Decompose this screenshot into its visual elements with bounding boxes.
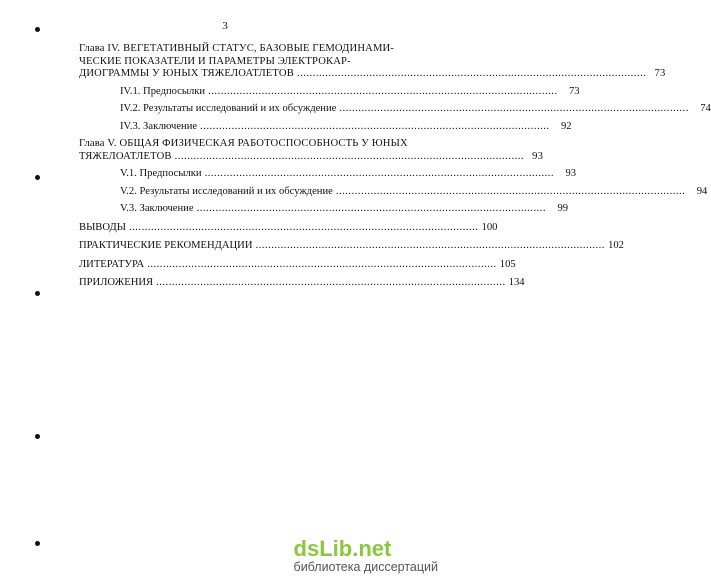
logo-tld: .net xyxy=(352,536,392,561)
toc-section-appendices xyxy=(79,277,525,290)
toc-item-4-1 xyxy=(79,85,580,99)
chapter-4-heading-line-3: ДИОГРАММЫ У ЮНЫХ ТЯЖЕЛОАТЛЕТОВ xyxy=(79,68,294,79)
logo-main: dsLib xyxy=(293,536,353,561)
dot-leader: ............................................................................................................... xyxy=(208,85,558,97)
toc-item-page: 73 xyxy=(569,85,580,97)
toc-item-label: V.3. Заключение xyxy=(120,203,194,214)
toc-chapter-4 xyxy=(79,43,666,81)
toc-item-label: IV.1. Предпосылки xyxy=(120,85,206,97)
binding-hole-mark xyxy=(35,434,40,439)
toc-item-label: IV.2. Результаты исследований и их обсуждение xyxy=(120,103,337,114)
binding-hole-mark xyxy=(35,175,40,180)
dslib-logo xyxy=(294,538,438,560)
binding-hole-mark xyxy=(35,291,40,296)
toc-section-label: ПРИЛОЖЕНИЯ xyxy=(79,277,154,288)
chapter-4-heading-last-line xyxy=(79,68,666,81)
toc-section-page: 100 xyxy=(481,221,498,233)
table-of-contents xyxy=(79,43,711,290)
toc-section-literature xyxy=(79,258,516,272)
chapter-5-heading-line-1: Глава V. ОБЩАЯ ФИЗИЧЕСКАЯ РАБОТОСПОСОБНОСТЬ У ЮНЫХ xyxy=(79,138,408,149)
toc-item-page: 92 xyxy=(560,120,572,132)
chapter-5-page: 93 xyxy=(532,150,544,162)
toc-item-4-2 xyxy=(79,103,711,116)
toc-section-page: 134 xyxy=(508,277,525,288)
toc-item-5-3 xyxy=(79,203,569,216)
dslib-watermark xyxy=(294,538,438,574)
toc-item-5-1 xyxy=(79,168,577,181)
toc-section-label: ВЫВОДЫ xyxy=(79,221,126,233)
dot-leader: ............................................................................................................... xyxy=(296,68,647,79)
chapter-4-page: 73 xyxy=(654,68,666,79)
dot-leader: ............................................................................................................... xyxy=(335,185,686,197)
dot-leader: ............................................................................................................... xyxy=(200,120,550,132)
dot-leader: ............................................................................................................... xyxy=(128,221,479,233)
toc-section-label: ЛИТЕРАТУРА xyxy=(79,258,145,270)
toc-item-4-3 xyxy=(79,120,572,134)
toc-item-page: 94 xyxy=(696,185,708,197)
toc-section-recommendations xyxy=(79,240,624,253)
chapter-5-heading-line-2: ТЯЖЕЛОАТЛЕТОВ xyxy=(79,150,172,162)
toc-chapter-5 xyxy=(79,138,544,163)
dot-leader: ............................................................................................................... xyxy=(339,103,689,114)
binding-hole-mark xyxy=(35,541,40,546)
toc-section-page: 102 xyxy=(608,240,624,251)
chapter-4-heading-line-1: Глава IV. ВЕГЕТАТИВНЫЙ СТАТУС, БАЗОВЫЕ ГЕМОДИНАМИ- xyxy=(79,43,394,54)
dot-leader: ............................................................................................................... xyxy=(196,203,547,214)
dot-leader: ............................................................................................................... xyxy=(147,258,497,270)
dot-leader: ............................................................................................................... xyxy=(174,150,525,162)
toc-section-conclusions xyxy=(79,221,498,235)
toc-item-label: V.1. Предпосылки xyxy=(120,168,202,179)
watermark-subtitle: библиотека диссертаций xyxy=(293,560,438,574)
dot-leader: ............................................................................................................... xyxy=(156,277,506,288)
dot-leader: ............................................................................................................... xyxy=(204,168,555,179)
toc-item-page: 93 xyxy=(565,168,577,179)
toc-section-label: ПРАКТИЧЕСКИЕ РЕКОМЕНДАЦИИ xyxy=(79,240,253,251)
toc-item-label: V.2. Результаты исследований и их обсуждение xyxy=(120,185,333,197)
dot-leader: ............................................................................................................... xyxy=(255,240,605,251)
toc-item-label: IV.3. Заключение xyxy=(120,120,198,132)
toc-item-page: 74 xyxy=(700,103,711,114)
binding-hole-mark xyxy=(35,27,40,32)
toc-section-page: 105 xyxy=(499,258,516,270)
chapter-4-heading-line-2: ЧЕСКИЕ ПОКАЗАТЕЛИ И ПАРАМЕТРЫ ЭЛЕКТРОКАР- xyxy=(79,55,351,67)
chapter-5-heading-last-line xyxy=(79,150,544,164)
toc-item-page: 99 xyxy=(557,203,569,214)
toc-item-5-2 xyxy=(79,185,708,199)
page-number: 3 xyxy=(222,20,228,32)
